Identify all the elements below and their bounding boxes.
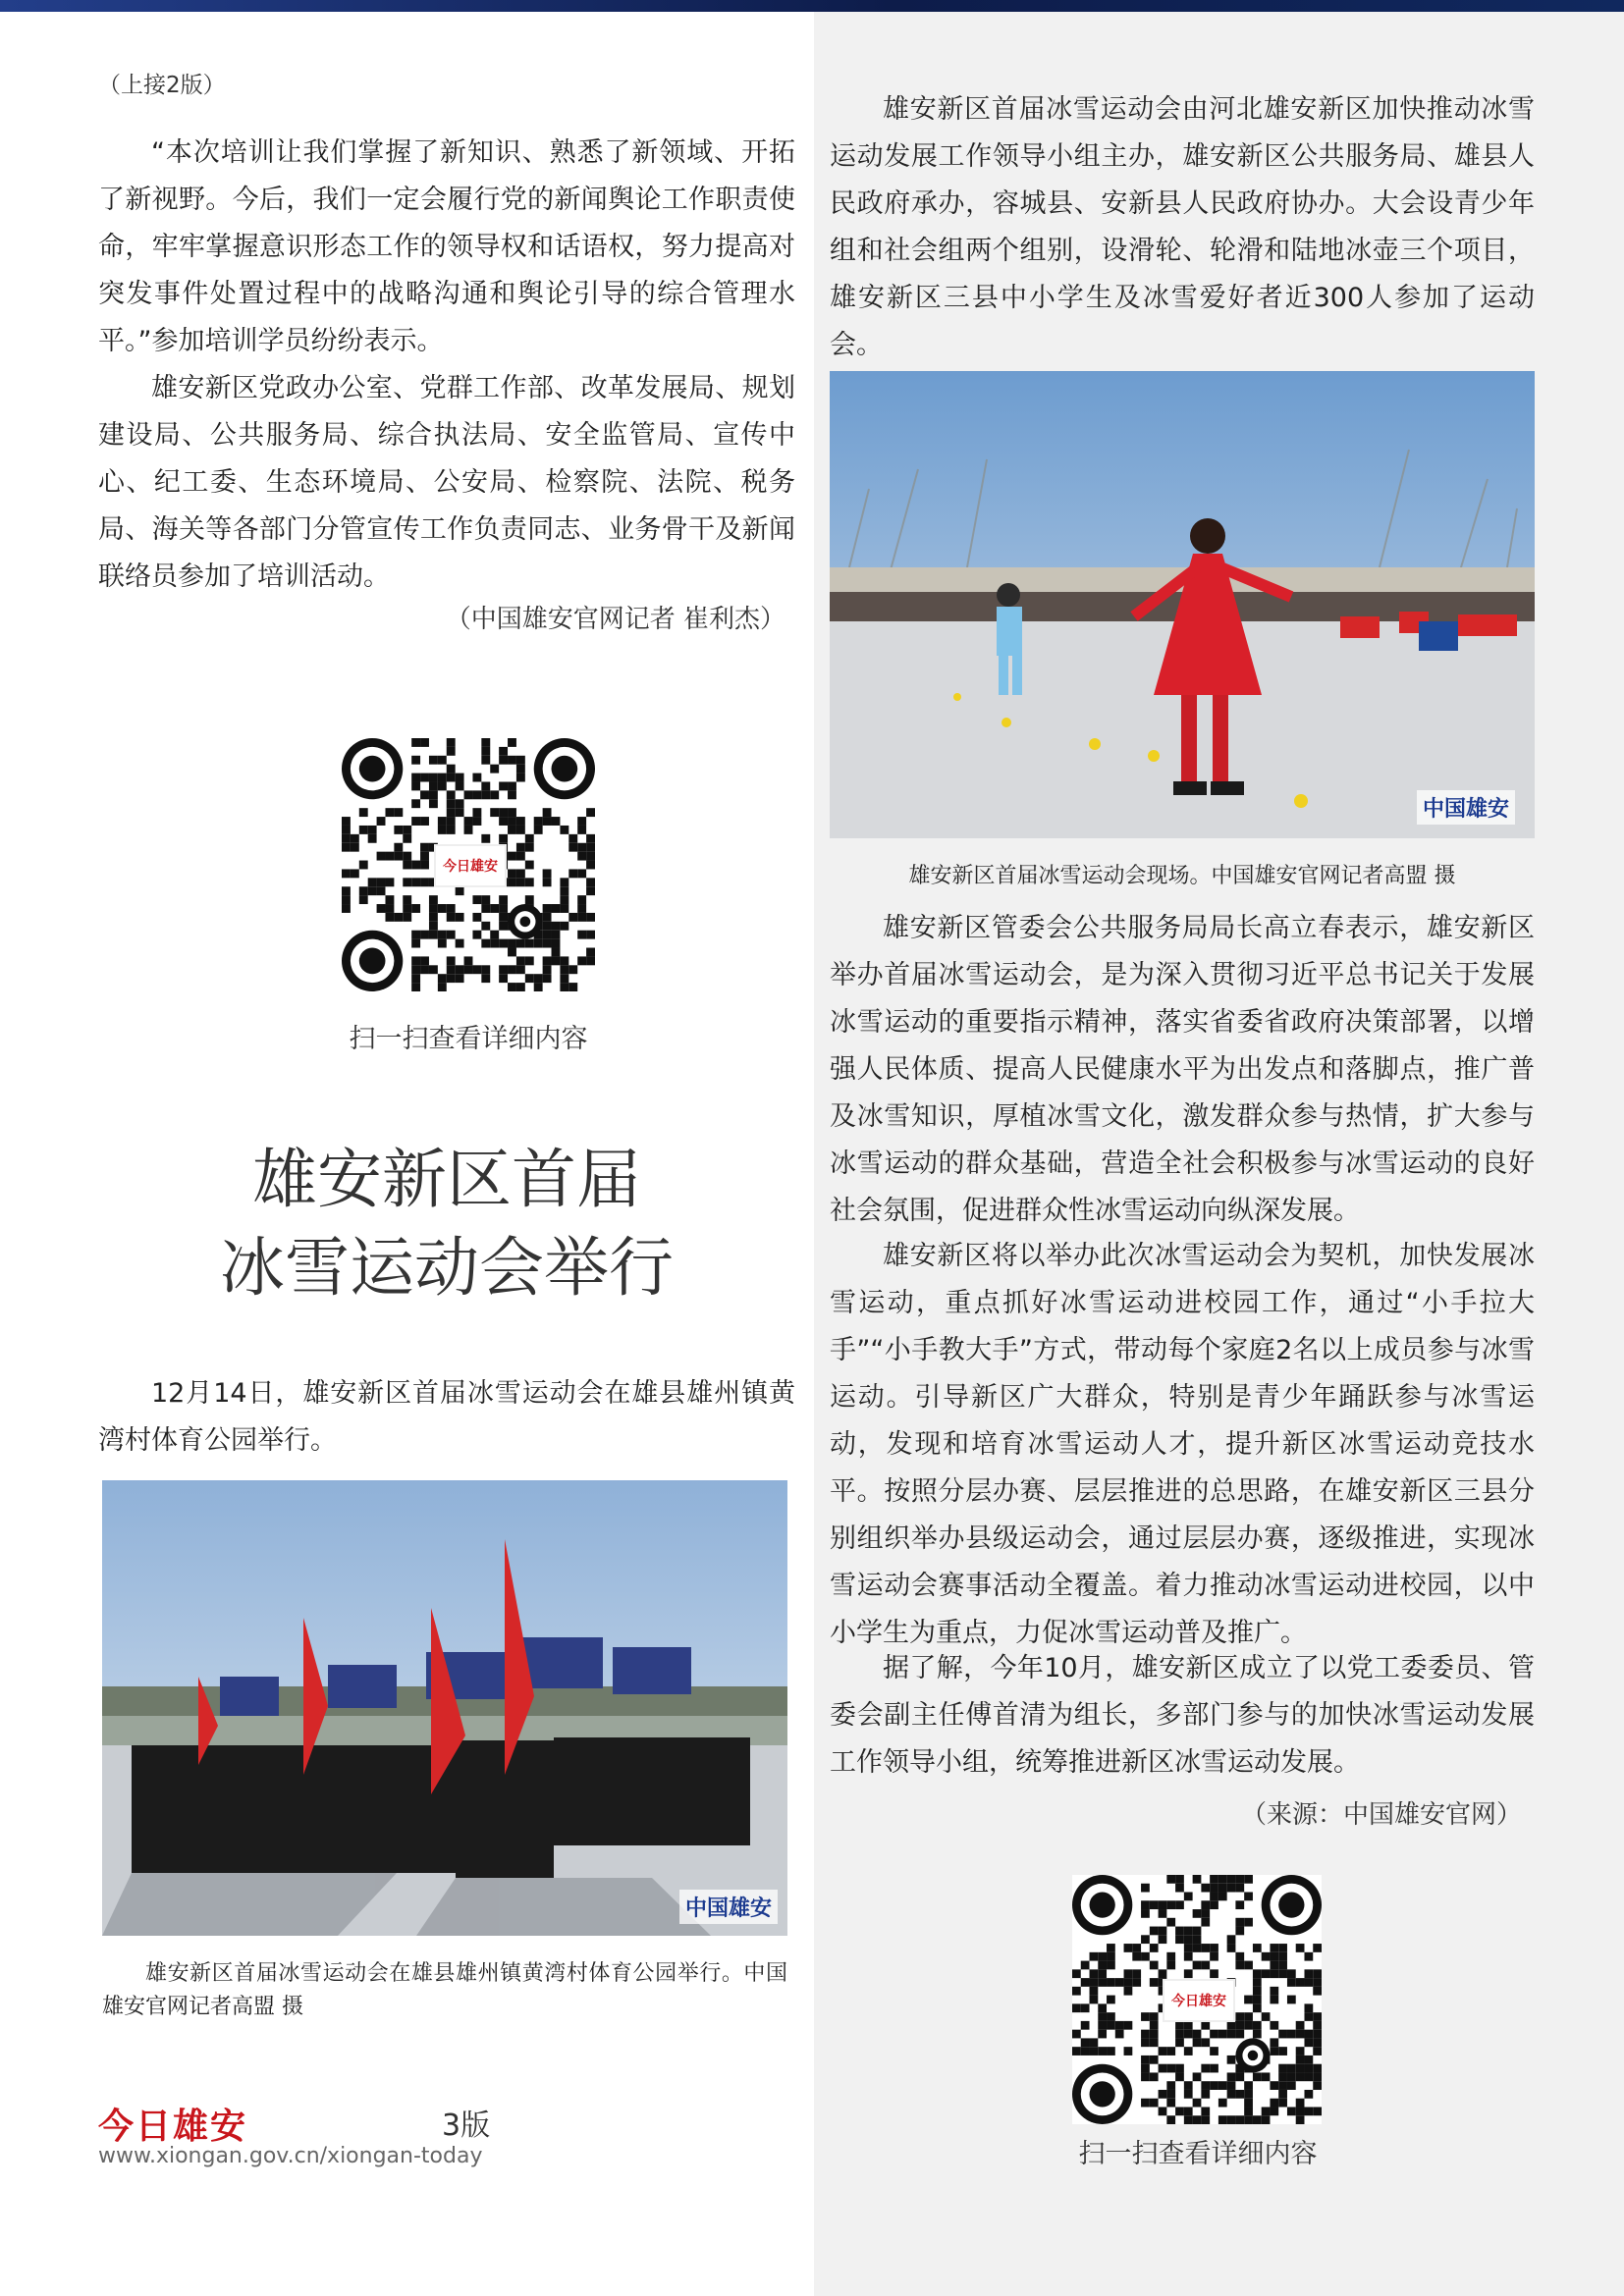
qr-code-left[interactable]: [342, 738, 595, 991]
source-credit: （来源：中国雄安官网）: [1240, 1800, 1522, 1830]
photo-caption-right: 雄安新区首届冰雪运动会现场。中国雄安官网记者高盟 摄: [908, 864, 1456, 888]
photo-caption-left: 雄安新区首届冰雪运动会在雄县雄州镇黄湾村体育公园举行。中国雄安官网记者高盟 摄: [102, 1961, 787, 2019]
reporter-credit: （中国雄安官网记者 崔利杰）: [445, 605, 785, 634]
page-number: 3版: [442, 2109, 491, 2143]
photo-opening-ceremony: [102, 1480, 787, 1936]
headline-line-1: 雄安新区首届: [252, 1142, 641, 1217]
photo-watermark-right: 中国雄安: [1417, 790, 1515, 825]
left-paragraph-2: 雄安新区党政办公室、党群工作部、改革发展局、规划建设局、公共服务局、综合执法局、安全监管局、宣传中心、纪工委、生态环境局、公安局、检察院、法院、税务局、海关等各部门分管宣传工作负责同志、业务骨干及新闻联络员参加了培训活动。: [98, 373, 795, 592]
continued-from-note: （上接2版）: [98, 73, 226, 98]
photo-watermark: 中国雄安: [679, 1890, 778, 1924]
qr-label-right: 扫一扫查看详细内容: [1078, 2139, 1318, 2169]
qr-center-logo: 今日雄安: [434, 844, 507, 887]
right-paragraph-4: 据了解，今年10月，雄安新区成立了以党工委委员、管委会副主任傅首清为组长，多部门参与的加快冰雪运动发展工作领导小组，统筹推进新区冰雪运动发展。: [830, 1653, 1535, 1778]
right-paragraph-2: 雄安新区管委会公共服务局局长高立春表示，雄安新区举办首届冰雪运动会，是为深入贯彻习近平总书记关于发展冰雪运动的重要指示精神，落实省委省政府决策部署，以增强人民体质、提高人民健康水平为出发点和落脚点，推广普及冰雪知识，厚植冰雪文化，激发群众参与热情，扩大参与冰雪运动的群众基础，营造全社会积极参与冰雪运动的良好社会氛围，促进群众性冰雪运动向纵深发展。: [830, 913, 1535, 1226]
left-paragraph-1: “本次培训让我们掌握了新知识、熟悉了新领域、开拓了新视野。今后，我们一定会履行党的新闻舆论工作职责使命，牢牢掌握意识形态工作的领导权和话语权，努力提高对突发事件处置过程中的战略沟通和舆论引导的综合管理水平。”参加培训学员纷纷表示。: [98, 137, 795, 356]
top-color-bar: [0, 0, 1624, 12]
brand-logo: 今日雄安: [98, 2106, 248, 2147]
qr-label-left: 扫一扫查看详细内容: [349, 1024, 588, 1054]
headline-line-2: 冰雪运动会举行: [220, 1230, 674, 1306]
right-paragraph-3: 雄安新区将以举办此次冰雪运动会为契机，加快发展冰雪运动，重点抓好冰雪运动进校园工作，通过“小手拉大手”“小手教大手”方式，带动每个家庭2名以上成员参与冰雪运动。引导新区广大群众，特别是青少年踊跃参与冰雪运动，发现和培育冰雪运动人才，提升新区冰雪运动竞技水平。按照分层办赛、层层推进的总思路，在雄安新区三县分别组织举办县级运动会，通过层层办赛，逐级推进，实现冰雪运动会赛事活动全覆盖。着力推动冰雪运动进校园，以中小学生为重点，力促冰雪运动普及推广。: [830, 1241, 1535, 1648]
site-url[interactable]: www.xiongan.gov.cn/xiongan-today: [98, 2144, 483, 2168]
right-paragraph-1: 雄安新区首届冰雪运动会由河北雄安新区加快推动冰雪运动发展工作领导小组主办，雄安新区公共服务局、雄县人民政府承办，容城县、安新县人民政府协办。大会设青少年组和社会组两个组别，设滑轮、轮滑和陆地冰壶三个项目，雄安新区三县中小学生及冰雪爱好者近300人参加了运动会。: [830, 94, 1535, 360]
left-paragraph-3: 12月14日，雄安新区首届冰雪运动会在雄县雄州镇黄湾村体育公园举行。: [98, 1378, 795, 1456]
qr-center-logo: 今日雄安: [1163, 1979, 1235, 2022]
photo-roller-skating: [830, 371, 1535, 838]
qr-code-right[interactable]: [1072, 1875, 1322, 2124]
